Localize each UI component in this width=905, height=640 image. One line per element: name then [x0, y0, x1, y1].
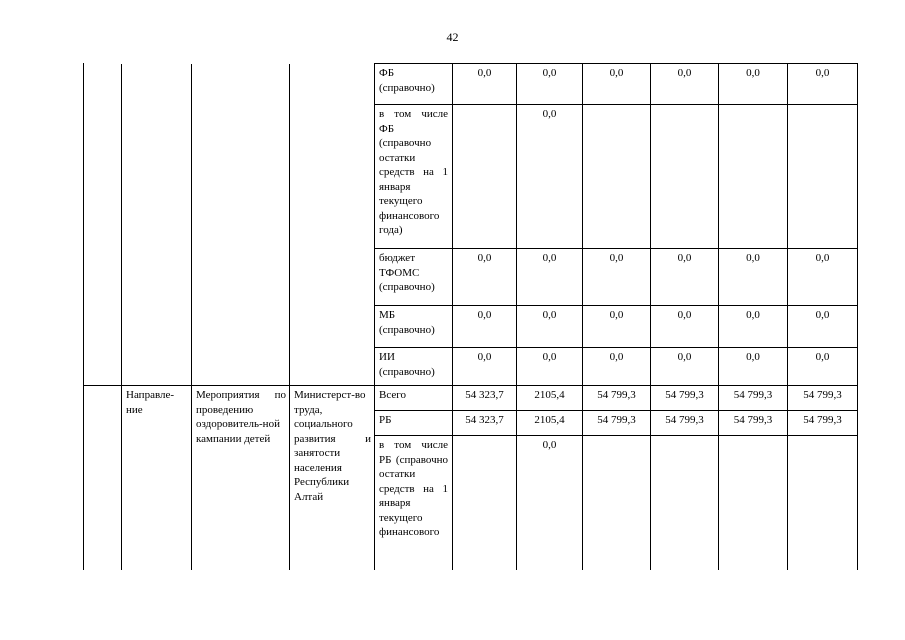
value-cell: [453, 105, 517, 249]
value-cell: [719, 436, 788, 571]
value-cell: 0,0: [517, 306, 583, 348]
funding-source: в том числе ФБ (справочно остатки средств на 1 января текущего финансового года): [375, 105, 453, 249]
executor-cell: [290, 64, 375, 386]
value-cell: 0,0: [517, 249, 583, 306]
value-cell: 0,0: [651, 348, 719, 386]
outer-left-rule: [83, 63, 84, 570]
value-cell: 0,0: [517, 436, 583, 571]
table-row: [122, 64, 858, 105]
value-cell: [453, 436, 517, 571]
funding-source: ИИ (справочно): [375, 348, 453, 386]
type-cell: [122, 64, 192, 386]
value-cell: 54 799,3: [719, 386, 788, 411]
funding-source: МБ (справочно): [375, 306, 453, 348]
value-cell: 0,0: [517, 105, 583, 249]
value-cell: 0,0: [788, 249, 858, 306]
name-cell: [192, 64, 290, 386]
value-cell: 0,0: [719, 306, 788, 348]
value-cell: 0,0: [453, 249, 517, 306]
value-cell: 54 799,3: [583, 411, 651, 436]
funding-source: Всего: [375, 386, 453, 411]
page-number: 42: [446, 30, 459, 44]
value-cell: 0,0: [719, 249, 788, 306]
page-cutoff: [121, 570, 858, 640]
value-cell: 0,0: [453, 306, 517, 348]
value-cell: 54 799,3: [788, 386, 858, 411]
value-cell: 0,0: [583, 249, 651, 306]
value-cell: 0,0: [583, 64, 651, 105]
funding-source: ФБ (справочно): [375, 64, 453, 105]
value-cell: 0,0: [651, 306, 719, 348]
value-cell: 0,0: [583, 348, 651, 386]
funding-source: бюджет ТФОМС (справочно): [375, 249, 453, 306]
value-cell: 54 799,3: [583, 386, 651, 411]
value-cell: [788, 436, 858, 571]
value-cell: [651, 105, 719, 249]
value-cell: [651, 436, 719, 571]
activity-type: Направле-ние: [122, 386, 192, 571]
value-cell: 54 799,3: [719, 411, 788, 436]
value-cell: 2105,4: [517, 411, 583, 436]
value-cell: 54 799,3: [788, 411, 858, 436]
value-cell: [719, 105, 788, 249]
budget-table: [121, 63, 858, 571]
value-cell: 54 799,3: [651, 411, 719, 436]
value-cell: [788, 105, 858, 249]
value-cell: 0,0: [453, 348, 517, 386]
value-cell: 0,0: [517, 348, 583, 386]
value-cell: 0,0: [719, 348, 788, 386]
value-cell: 0,0: [719, 64, 788, 105]
value-cell: 0,0: [517, 64, 583, 105]
value-cell: 0,0: [651, 249, 719, 306]
funding-source: в том числе РБ (справочно остатки средств на 1 января текущего финансового: [375, 436, 453, 571]
activity-name: Мероприятия по проведению оздоровитель-ной кампании детей: [192, 386, 290, 571]
value-cell: 2105,4: [517, 386, 583, 411]
table-row: [122, 386, 858, 411]
outer-left-divider: [83, 385, 121, 386]
value-cell: 0,0: [651, 64, 719, 105]
value-cell: 0,0: [788, 348, 858, 386]
value-cell: [583, 105, 651, 249]
value-cell: 54 323,7: [453, 411, 517, 436]
value-cell: 0,0: [788, 306, 858, 348]
activity-executor: Министерст-во труда, социального развития и занятости населения Республики Алтай: [290, 386, 375, 571]
value-cell: [583, 436, 651, 571]
value-cell: 0,0: [583, 306, 651, 348]
funding-source: РБ: [375, 411, 453, 436]
value-cell: 54 799,3: [651, 386, 719, 411]
value-cell: 0,0: [453, 64, 517, 105]
value-cell: 54 323,7: [453, 386, 517, 411]
value-cell: 0,0: [788, 64, 858, 105]
